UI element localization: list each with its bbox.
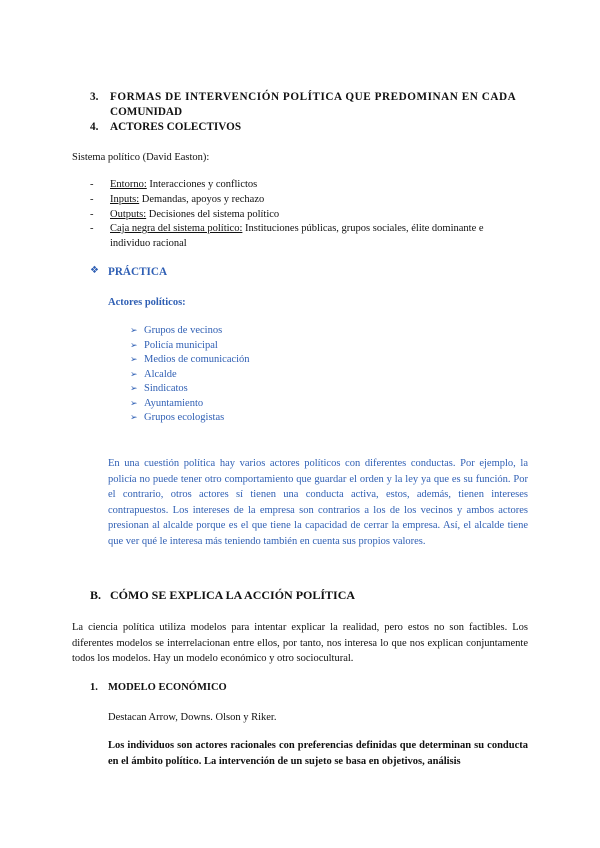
actor-label: Ayuntamiento [144, 398, 204, 409]
modelo-title: MODELO ECONÓMICO [108, 682, 227, 693]
term: Inputs: [110, 194, 140, 205]
heading-3-text: FORMAS DE INTERVENCIÓN POLÍTICA QUE PREDOMINAN EN CADA [110, 91, 517, 103]
term-description: Instituciones públicas, grupos sociales, élite dominante e [242, 223, 484, 234]
list-item [130, 339, 218, 353]
heading-4-number: 4. [90, 121, 99, 133]
list-item [130, 411, 224, 425]
section-b-title: CÓMO SE EXPLICA LA ACCIÓN POLÍTICA [110, 588, 356, 602]
term-description-cont: individuo racional [110, 238, 187, 249]
actor-label: Grupos ecologistas [144, 412, 225, 423]
section-b-letter: B. [90, 588, 102, 602]
dash-marker: - [90, 179, 94, 190]
practica-title: PRÁCTICA [108, 266, 168, 278]
arrow-bullet-icon: ➢ [130, 326, 138, 336]
term: Outputs: [110, 209, 147, 220]
actor-label: Sindicatos [144, 383, 188, 394]
actor-label: Grupos de vecinos [144, 325, 223, 336]
dash-marker: - [90, 194, 94, 205]
modelo-paragraph: Los individuos son actores racionales con preferencias definidas que determinan su conducta en el ámbito político. La intervención de un sujeto se basa en objetivos, análisis [108, 740, 528, 767]
arrow-bullet-icon: ➢ [130, 370, 138, 380]
actor-label: Medios de comunicación [144, 354, 250, 365]
diamond-bullet-icon: ❖ [90, 265, 99, 276]
list-item [130, 368, 177, 382]
actor-label: Alcalde [144, 369, 177, 380]
list-item [130, 324, 222, 338]
dash-marker: - [90, 209, 94, 220]
list-item [130, 382, 188, 396]
actores-subtitle: Actores políticos: [108, 297, 186, 308]
term: Entorno: [110, 179, 147, 190]
modelo-number: 1. [90, 682, 98, 693]
arrow-bullet-icon: ➢ [130, 399, 138, 409]
heading-3-number: 3. [90, 91, 99, 103]
sistema-intro: Sistema político (David Easton): [72, 152, 210, 163]
term-description: Demandas, apoyos y rechazo [139, 194, 265, 205]
term-description: Interacciones y conflictos [146, 179, 258, 190]
heading-4-text: ACTORES COLECTIVOS [110, 121, 242, 133]
arrow-bullet-icon: ➢ [130, 355, 138, 365]
list-item [130, 353, 250, 367]
practica-paragraph: En una cuestión política hay varios actores políticos con diferentes conductas. Por ejemplo, la policía no puede tener otro comportamiento que guardar el orden y la ley ya que es su función. Por el contrario, otros actores sí tienen una conducta activa, estos, además, tienen intereses contrapuestos. Los intereses de la empresa son contrarios a los de los vecinos y ambos actores presionan al alcalde porque es el que tiene la capacidad de cerrar la empresa. Así, el alcalde tiene que ver qué le interesa más teniendo también en cuenta sus propios valores. [108, 458, 528, 547]
dash-marker: - [90, 223, 94, 234]
actor-label: Policía municipal [144, 340, 218, 351]
heading-3-line1 [110, 90, 528, 105]
term: Caja negra del sistema político: [110, 223, 243, 234]
heading-3-line2: COMUNIDAD [110, 106, 183, 118]
arrow-bullet-icon: ➢ [130, 413, 138, 423]
modelo-authors: Destacan Arrow, Downs. Olson y Riker. [108, 712, 277, 723]
arrow-bullet-icon: ➢ [130, 384, 138, 394]
term-description: Decisiones del sistema político [146, 209, 280, 220]
list-item [130, 397, 203, 411]
arrow-bullet-icon: ➢ [130, 341, 138, 351]
section-b-paragraph: La ciencia política utiliza modelos para intentar explicar la realidad, pero estos no son factibles. Los diferentes modelos se interrelacionan entre ellos, por tanto, nos interesa lo que nos explican conjuntamente todos los modelos. Hay un modelo económico y otro sociocultural. [72, 622, 528, 664]
